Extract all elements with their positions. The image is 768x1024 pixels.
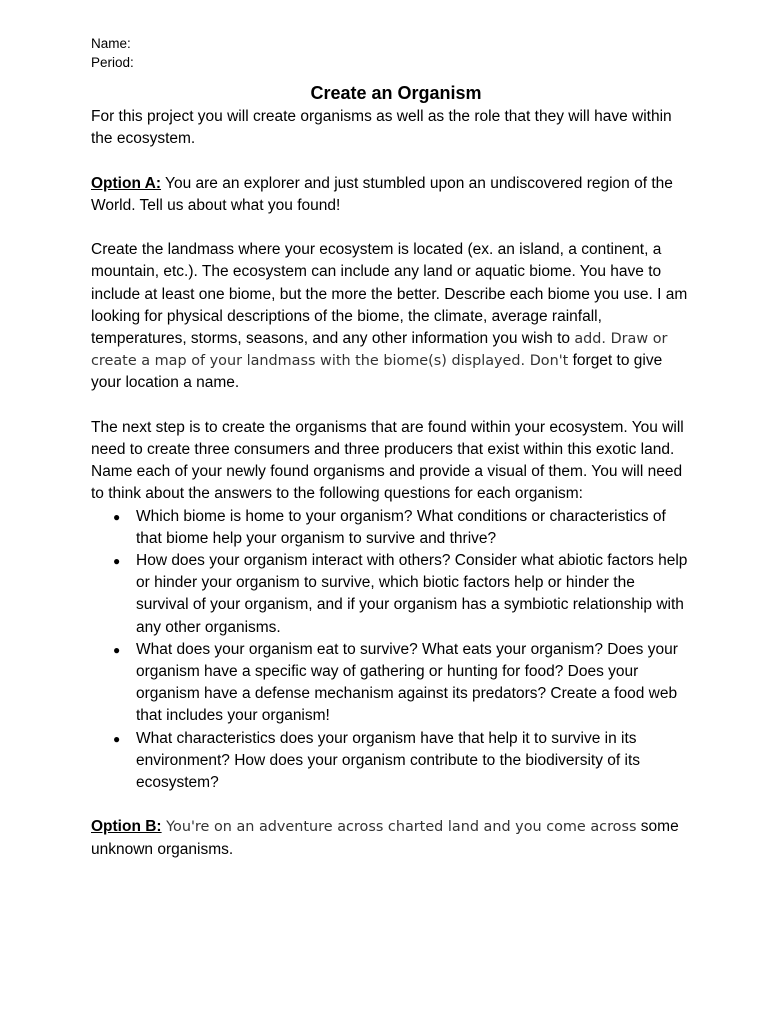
option-a-label: Option A:	[91, 174, 162, 192]
option-b-paragraph	[91, 816, 691, 860]
intro-paragraph: For this project you will create organisms as well as the role that they will have within the ecosystem.	[91, 108, 672, 148]
landmass-text-map: add. Draw or create a map of your landmass with the biome(s) displayed. Don't	[91, 331, 668, 370]
option-b-text-end: some unknown organisms.	[91, 818, 679, 858]
option-a-text: You are an explorer and just stumbled upon an undiscovered region of the World. Tell us about what you found!	[91, 174, 673, 214]
question-text: How does your organism interact with others? Consider what abiotic factors help or hinder your organism to survive, which biotic factors help or hinder the survival of your organism, and if your organism has a symbiotic relationship with any other organisms.	[136, 552, 688, 636]
landmass-text-main: Create the landmass where your ecosystem is located (ex. an island, a continent, a mountain, etc.). The ecosystem can include any land or aquatic biome. You have to include at least one biome, but the more the better. Describe each biome you use. I am looking for physical descriptions of the biome, the climate, average rainfall, temperatures, storms, seasons, and any other information you wish to	[91, 241, 688, 347]
document-page	[91, 34, 691, 861]
list-item	[113, 639, 691, 728]
bullet-icon: ●	[113, 642, 121, 657]
paragraph-spacer	[91, 794, 691, 816]
option-a-paragraph	[91, 173, 691, 217]
bullet-icon: ●	[113, 509, 121, 524]
next-step-paragraph: The next step is to create the organisms that are found within your ecosystem. You will need to create three consumers and three producers that exist within this exotic land. Name each of your newly found organisms and provide a visual of them. You will need to think about the answers to the following questions for each organism:	[91, 418, 684, 503]
option-b-text: You're on an adventure across charted land and you come across	[161, 819, 637, 836]
landmass-text-end: forget to give your location a name.	[91, 352, 663, 392]
bullet-icon: ●	[113, 731, 121, 746]
question-text: What characteristics does your organism have that help it to survive in its environment? How does your organism contribute to the biodiversity of its ecosystem?	[136, 729, 640, 792]
paragraph-spacer	[91, 217, 691, 239]
bullet-icon: ●	[113, 554, 121, 569]
list-item	[113, 506, 691, 550]
period-label: Period:	[91, 55, 134, 70]
document-title: Create an Organism	[310, 83, 482, 103]
question-list	[91, 506, 691, 795]
list-item	[113, 550, 691, 639]
option-b-label: Option B:	[91, 818, 162, 836]
landmass-paragraph	[91, 239, 691, 394]
question-text: What does your organism eat to survive? What eats your organism? Does your organism have a specific way of gathering or hunting for food? Does your organism have a defense mechanism against its predators? Create a food web that includes your organism!	[136, 640, 678, 725]
paragraph-spacer	[91, 150, 691, 172]
name-label: Name:	[91, 36, 131, 51]
paragraph-spacer	[91, 395, 691, 417]
list-item	[113, 728, 691, 795]
question-text: Which biome is home to your organism? What conditions or characteristics of that biome help your organism to survive and thrive?	[136, 507, 666, 547]
